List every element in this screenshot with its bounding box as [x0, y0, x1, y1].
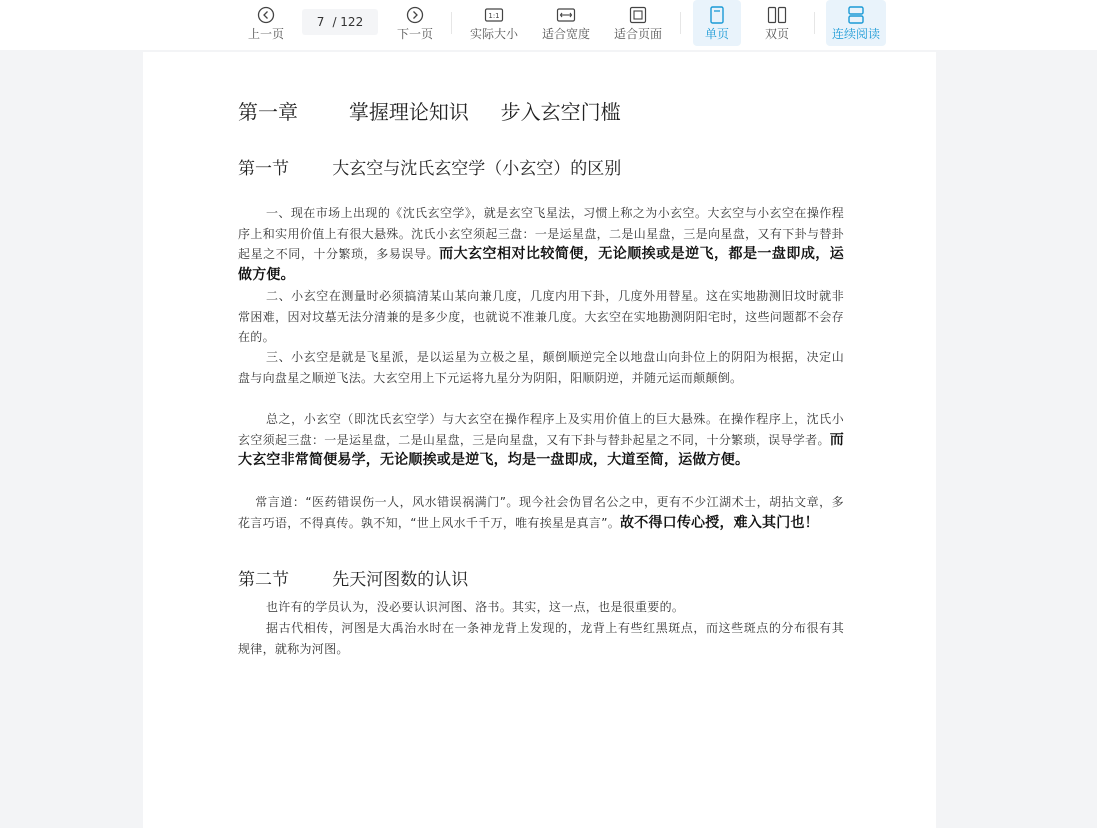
actual-size-button[interactable]	[466, 0, 522, 46]
viewer-toolbar	[0, 0, 1097, 50]
next-page-button[interactable]	[392, 0, 438, 46]
paragraph	[238, 492, 844, 533]
fit-width-icon	[556, 6, 576, 24]
single-page-button[interactable]	[693, 0, 741, 46]
paragraph-text: 总之，小玄空（即沈氏玄空学）与大玄空在操作程序上及实用价值上的巨大悬殊。在操作程序上，沈氏小玄空须起三盘：一是运星盘，二是山星盘，三是向星盘，又有下卦与替卦起星之不同，十分繁琐，误导学者。	[238, 412, 844, 447]
fit-page-button[interactable]	[610, 0, 666, 46]
single-page-icon	[708, 6, 726, 24]
paragraph-text: 常言道：“医药错误伤一人，风水错误祸满门”。现今社会伪冒名公之中，更有不少江湖术士，胡拈文章，多花言巧语，不得真传。孰不知，“世上风水千千万，唯有挨星是真言”。	[238, 495, 844, 530]
fit-width-button[interactable]	[538, 0, 594, 46]
toolbar-divider	[451, 12, 452, 34]
fit-page-icon	[628, 6, 648, 24]
page-number-input[interactable]	[302, 9, 378, 35]
continuous-reading-label: 连续阅读	[831, 27, 880, 41]
svg-text:1:1: 1:1	[488, 12, 500, 20]
toolbar-divider	[680, 12, 681, 34]
double-page-button[interactable]	[753, 0, 801, 46]
paragraph-text: 据古代相传，河图是大禹治水时在一条神龙背上发现的，龙背上有些红黑斑点，而这些斑点的分布很有其规律，就称为河图。	[238, 621, 844, 656]
paragraph-text: 一、现在市场上出现的《沈氏玄空学》，就是玄空飞星法，习惯上称之为小玄空。大玄空与小玄空在操作程序上和实用价值上有很大悬殊。沈氏小玄空须起三盘：一是运星盘，二是山星盘，三是向星盘，又有下卦与替卦起星之不同，十分繁琐，多易误导。	[238, 206, 844, 261]
prev-page-button[interactable]	[243, 0, 289, 46]
paragraph-bold-text: 故不得口传心授，难入其门也！	[620, 514, 819, 531]
paragraph	[238, 347, 844, 388]
paragraph	[238, 597, 844, 618]
paragraph	[238, 409, 844, 471]
paragraph-text: 也许有的学员认为，没必要认识河图、洛书。其实，这一点，也是很重要的。	[266, 600, 685, 614]
actual-size-label: 实际大小	[469, 27, 518, 41]
section-title: 第一节 大玄空与沈氏玄空学（小玄空）的区别	[238, 159, 622, 179]
section-title: 第二节 先天河图数的认识	[238, 570, 469, 590]
total-pages: / 122	[332, 15, 364, 29]
current-page-value[interactable]: 7	[316, 15, 325, 29]
single-page-label: 单页	[704, 27, 729, 41]
toolbar-divider	[814, 12, 815, 34]
paragraph-text: 二、小玄空在测量时必须搞清某山某向兼几度，几度内用下卦，几度外用替星。这在实地勘测旧坟时就非常困难，因对坟墓无法分清兼的是多少度，也就说不准兼几度。大玄空在实地勘测阴阳宅时，这些问题都不会存在的。	[238, 289, 844, 344]
prev-page-label: 上一页	[247, 27, 284, 41]
continuous-reading-icon	[846, 6, 866, 24]
continuous-reading-button[interactable]	[826, 0, 886, 46]
fit-width-label: 适合宽度	[541, 27, 590, 41]
document-page	[143, 52, 936, 828]
paragraph-bold-text: 而大玄空非常简便易学，无论顺挨或是逆飞，均是一盘即成，大道至简，运做方便。	[238, 431, 844, 468]
chevron-right-circle-icon	[406, 6, 424, 24]
paragraph-text: 三、小玄空是就是飞星派，是以运星为立极之星，颠倒顺逆完全以地盘山向卦位上的阴阳为根据，决定山盘与向盘星之顺逆飞法。大玄空用上下元运将九星分为阴阳，阳顺阴逆，并随元运而颠颠倒。	[238, 350, 844, 385]
actual-size-icon	[484, 6, 504, 24]
double-page-icon	[767, 6, 787, 24]
fit-page-label: 适合页面	[613, 27, 662, 41]
paragraph	[238, 286, 844, 348]
paragraph	[238, 203, 844, 285]
paragraph-bold-text: 而大玄空相对比较简便，无论顺挨或是逆飞，都是一盘即成，运做方便。	[238, 246, 844, 283]
chevron-left-circle-icon	[257, 6, 275, 24]
next-page-label: 下一页	[396, 27, 433, 41]
paragraph	[238, 618, 844, 659]
chapter-title: 第一章 掌握理论知识 步入玄空门槛	[238, 100, 621, 124]
double-page-label: 双页	[764, 27, 789, 41]
